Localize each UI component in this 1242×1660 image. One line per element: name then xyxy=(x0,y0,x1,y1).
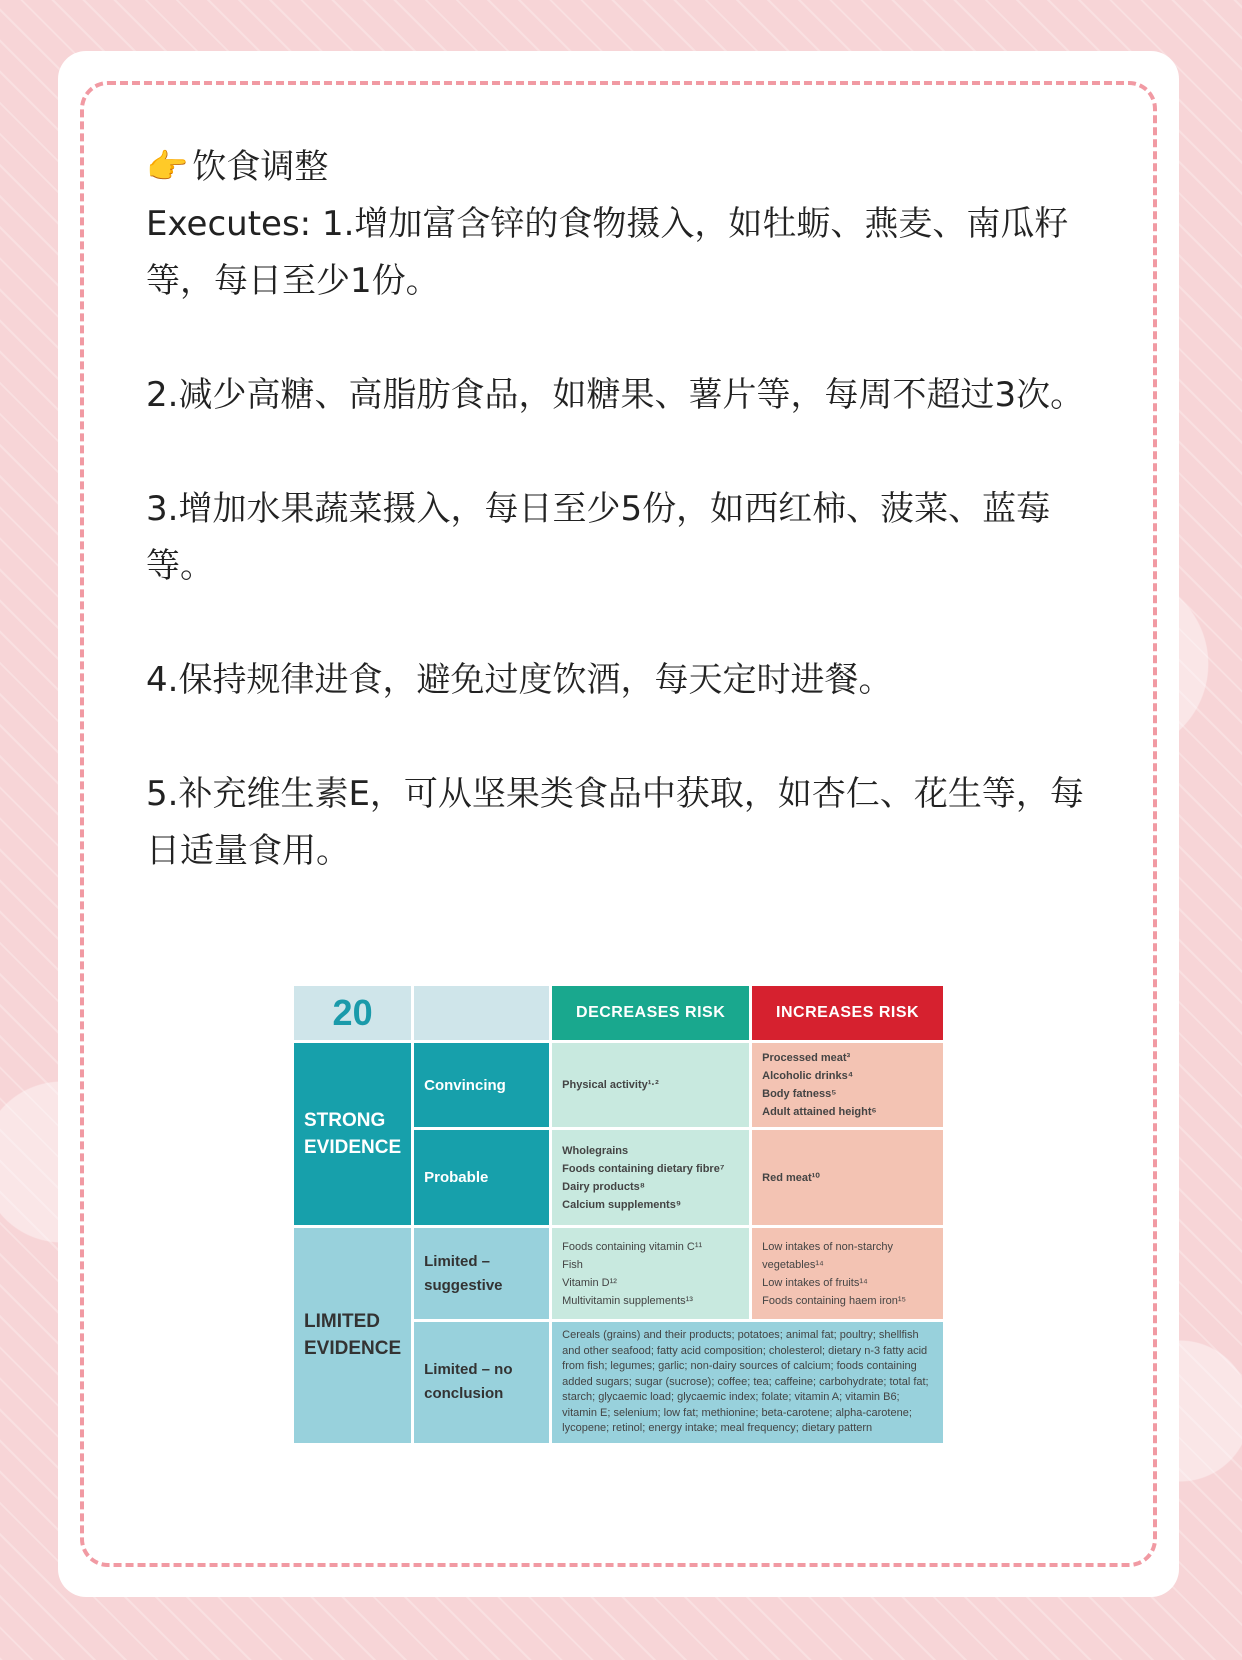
cell-item: Calcium supplements⁹ xyxy=(562,1198,682,1211)
article-body xyxy=(146,139,1096,937)
convincing-decreases xyxy=(551,1042,751,1129)
pointing-hand-icon: 👉 xyxy=(146,147,189,187)
suggestive-label: Limited – suggestive xyxy=(413,1227,551,1321)
section-heading xyxy=(146,139,1096,196)
limited-evidence-label: LIMITED EVIDENCE xyxy=(293,1227,413,1445)
paragraph-3: 3.增加水果蔬菜摄入，每日至少5份，如西红柿、菠菜、蓝莓等。 xyxy=(146,489,1051,586)
probable-decreases xyxy=(551,1129,751,1227)
cell-item: Foods containing dietary fibre⁷ xyxy=(562,1162,725,1175)
cell-item: Red meat¹⁰ xyxy=(762,1171,820,1184)
probable-label: Probable xyxy=(413,1129,551,1227)
cell-item: Low intakes of non-starchy vegetables¹⁴ xyxy=(762,1240,893,1271)
header-blank xyxy=(413,985,551,1042)
paragraph-4: 4.保持规律进食，避免过度饮酒，每天定时进餐。 xyxy=(146,660,893,700)
cell-item: Foods containing vitamin C¹¹ xyxy=(562,1240,703,1253)
header-increases: INCREASES RISK xyxy=(751,985,945,1042)
cell-item: Alcoholic drinks⁴ xyxy=(762,1070,854,1082)
cell-item: Foods containing haem iron¹⁵ xyxy=(762,1294,907,1307)
convincing-increases xyxy=(751,1042,945,1129)
evidence-table xyxy=(291,983,946,1446)
cell-item: Multivitamin supplements¹³ xyxy=(562,1294,693,1307)
suggestive-increases xyxy=(751,1227,945,1321)
paragraph-2: 2.减少高糖、高脂肪食品，如糖果、薯片等，每周不超过3次。 xyxy=(146,375,1085,415)
cell-item: Wholegrains xyxy=(562,1144,629,1157)
strong-evidence-label: STRONG EVIDENCE xyxy=(293,1042,413,1227)
cell-item: Physical activity¹·² xyxy=(562,1079,659,1091)
header-decreases: DECREASES RISK xyxy=(551,985,751,1042)
content-card xyxy=(58,51,1179,1597)
cell-item: Dairy products⁸ xyxy=(562,1180,645,1193)
no-conclusion-label: Limited – no conclusion xyxy=(413,1321,551,1445)
paragraph-1: Executes: 1.增加富含锌的食物摄入，如牡蛎、燕麦、南瓜籽等，每日至少1份。 xyxy=(146,204,1069,301)
paragraph-5: 5.补充维生素E，可从坚果类食品中获取，如杏仁、花生等，每日适量食用。 xyxy=(146,774,1084,871)
probable-increases xyxy=(751,1129,945,1227)
year-fragment: 20 xyxy=(293,985,413,1042)
no-conclusion-text: Cereals (grains) and their products; potatoes; animal fat; poultry; shellfish and other seafood; fatty acid composition; cholesterol; dietary n-3 fatty acid from fish; legumes; garlic; non-dairy sources of calcium; foods containing added sugars; sugar (sucrose); coffee; tea; caffeine; carbohydrate; total fat; starch; glycaemic load; glycaemic index; folate; vitamin A; vitamin B6; vitamin E; selenium; low fat; methionine; beta-carotene; alpha-carotene; lycopene; retinol; energy intake; meal frequency; dietary pattern xyxy=(551,1321,945,1445)
suggestive-decreases xyxy=(551,1227,751,1321)
cell-item: Adult attained height⁶ xyxy=(762,1106,877,1118)
cell-item: Processed meat³ xyxy=(762,1052,851,1064)
convincing-label: Convincing xyxy=(413,1042,551,1129)
cell-item: Fish xyxy=(562,1258,583,1271)
cell-item: Vitamin D¹² xyxy=(562,1276,617,1289)
heading-title: 饮食调整 xyxy=(192,147,329,187)
cell-item: Low intakes of fruits¹⁴ xyxy=(762,1276,868,1289)
cell-item: Body fatness⁵ xyxy=(762,1088,837,1100)
